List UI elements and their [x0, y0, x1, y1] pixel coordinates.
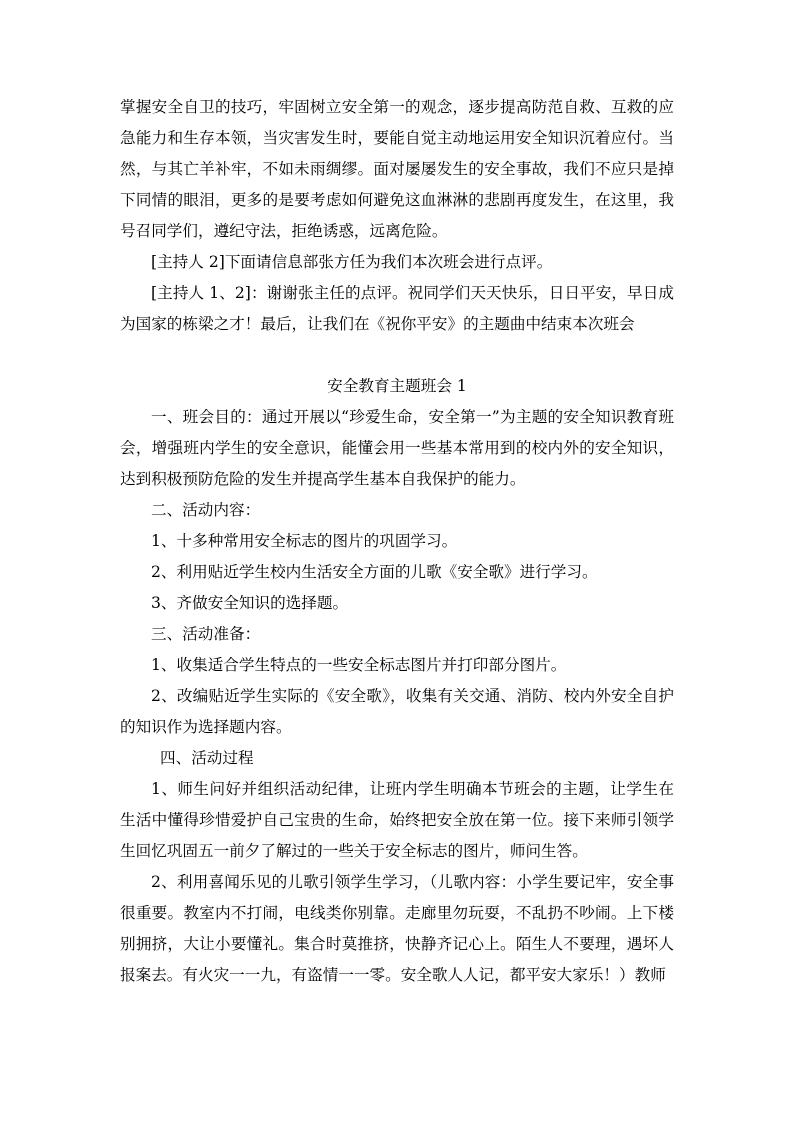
list-item-process-2: 2、利用喜闻乐见的儿歌引领学生学习，（儿歌内容：小学生要记牢，安全事很重要。教室内不打闹，电线类你别靠。走廊里勿玩耍，不乱扔不吵闹。上下楼别拥挤，大让小要懂礼。集合时莫推挤，快静齐记心上。陌生人不要理，遇坏人报案去。有火灾一一九，有盗情一一零。安全歌人人记，都平安大家乐！）教师	[120, 873, 674, 984]
paragraph-host2-review: [主持人 2]下面请信息部张方任为我们本次班会进行点评。	[151, 253, 553, 271]
section-title: 安全教育主题班会 1	[327, 377, 467, 395]
section-gap	[120, 340, 674, 371]
heading-activity-process: 四、活动过程	[160, 749, 254, 767]
document-page	[120, 92, 674, 991]
paragraph-host12-closing: [主持人 1、2]：谢谢张主任的点评。祝同学们天天快乐，日日平安，早日成为国家的栋梁之才！最后，让我们在《祝你平安》的主题曲中结束本次班会	[120, 284, 674, 333]
list-item-preparation-1: 1、收集适合学生特点的一些安全标志图片并打印部分图片。	[151, 656, 567, 674]
heading-activity-content: 二、活动内容：	[151, 501, 261, 519]
paragraph-meeting-purpose: 一、班会目的：通过开展以“珍爱生命，安全第一”为主题的安全知识教育班会，增强班内学生的安全意识，能懂会用一些基本常用到的校内外的安全知识，达到积极预防危险的发生并提高学生基本自我保护的能力。	[120, 408, 674, 488]
paragraph-safety-conclusion: 掌握安全自卫的技巧，牢固树立安全第一的观念，逐步提高防范自救、互救的应急能力和生存本领，当灾害发生时，要能自觉主动地运用安全知识沉着应付。当然，与其亡羊补牢，不如未雨绸缪。面对屡屡发生的安全事故，我们不应只是掉下同情的眼泪，更多的是要考虑如何避免这血淋淋的悲剧再度发生，在这里，我号召同学们，遵纪守法，拒绝诱惑，远离危险。	[120, 98, 674, 240]
list-item-preparation-2: 2、改编贴近学生实际的《安全歌》，收集有关交通、消防、校内外安全自护的知识作为选择题内容。	[120, 687, 674, 736]
list-item-process-1: 1、师生问好并组织活动纪律，让班内学生明确本节班会的主题，让学生在生活中懂得珍惜爱护自己宝贵的生命，始终把安全放在第一位。接下来师引领学生回忆巩固五一前夕了解过的一些关于安全标志的图片，师问生答。	[120, 780, 674, 860]
list-item-content-1: 1、十多种常用安全标志的图片的巩固学习。	[151, 532, 458, 550]
heading-activity-preparation: 三、活动准备：	[151, 625, 261, 643]
list-item-content-2: 2、利用贴近学生校内生活安全方面的儿歌《安全歌》进行学习。	[151, 563, 598, 581]
list-item-content-3: 3、齐做安全知识的选择题。	[151, 594, 349, 612]
